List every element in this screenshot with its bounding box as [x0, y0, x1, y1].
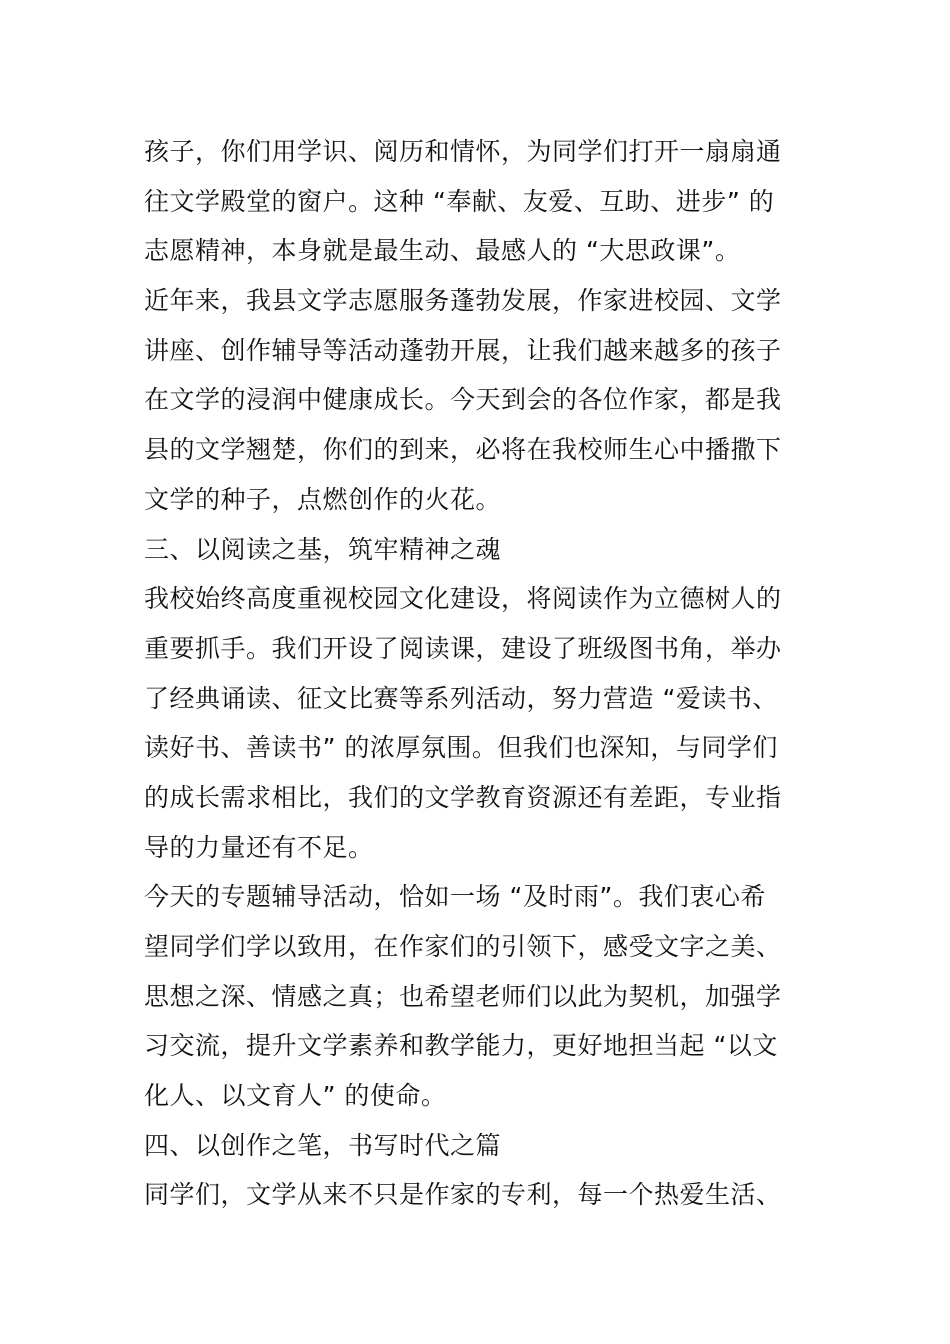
- text-line: 了经典诵读、征文比赛等系列活动，努力营造 “爱读书、: [144, 683, 778, 713]
- text-line: 我校始终高度重视校园文化建设，将阅读作为立德树人的: [144, 584, 782, 614]
- text-line: 志愿精神，本身就是最生动、最感人的 “大思政课”。: [144, 236, 741, 266]
- text-line: 文学的种子，点燃创作的火花。: [144, 484, 502, 514]
- section-heading: 三、以阅读之基，筑牢精神之魂: [144, 534, 502, 564]
- text-line: 化人、以文育人” 的使命。: [144, 1081, 447, 1111]
- text-line: 思想之深、情感之真；也希望老师们以此为契机，加强学: [144, 981, 782, 1011]
- body-text: [144, 127, 824, 1220]
- text-line: 县的文学翘楚，你们的到来，必将在我校师生心中播撒下: [144, 435, 782, 465]
- section-heading: 四、以创作之笔，书写时代之篇: [144, 1130, 502, 1160]
- text-line: 同学们，文学从来不只是作家的专利，每一个热爱生活、: [144, 1180, 782, 1210]
- text-line: 重要抓手。我们开设了阅读课，建设了班级图书角，举办: [144, 633, 782, 663]
- text-line: 在文学的浸润中健康成长。今天到会的各位作家，都是我: [144, 385, 782, 415]
- text-line: 读好书、善读书” 的浓厚氛围。但我们也深知，与同学们: [144, 733, 778, 763]
- text-line: 的成长需求相比，我们的文学教育资源还有差距，专业指: [144, 782, 782, 812]
- text-line: 望同学们学以致用，在作家们的引领下，感受文字之美、: [144, 932, 782, 961]
- text-line: 孩子，你们用学识、阅历和情怀，为同学们打开一扇扇通: [144, 137, 782, 166]
- text-line: 近年来，我县文学志愿服务蓬勃发展，作家进校园、文学: [144, 286, 782, 316]
- text-line: 讲座、创作辅导等活动蓬勃开展，让我们越来越多的孩子: [144, 335, 782, 365]
- text-line: 今天的专题辅导活动，恰如一场 “及时雨”。我们衷心希: [144, 882, 766, 912]
- text-line: 习交流，提升文学素养和教学能力，更好地担当起 “以文: [144, 1031, 778, 1061]
- text-line: 导的力量还有不足。: [144, 832, 374, 862]
- text-line: 往文学殿堂的窗户。这种 “奉献、友爱、互助、进步” 的: [144, 186, 775, 216]
